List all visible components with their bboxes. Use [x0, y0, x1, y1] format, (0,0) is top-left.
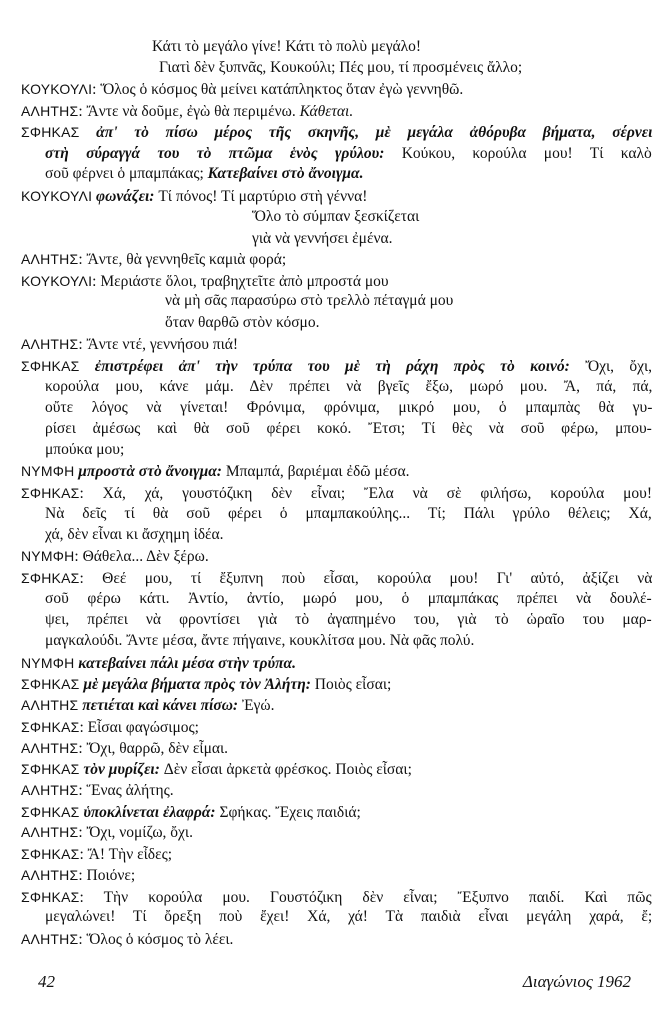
stage-direction: φωνάζει: — [92, 188, 159, 205]
text-line — [21, 187, 367, 206]
dialogue-text: : Ἄντε νὰ δοῦμε, ἐγὼ θὰ περιμένω. — [78, 103, 300, 120]
dialogue-text: μπούκα μου; — [45, 441, 125, 458]
dialogue-text: : Ἄντε ντέ, γεννήσου πιά! — [78, 336, 239, 353]
dialogue-text: μαγκαλούδι. Ἄντε μέσα, ἄντε πήγαινε, κουκλίτσα μου. Νὰ φᾶς πολύ. — [45, 632, 475, 649]
text-line — [45, 505, 652, 523]
speaker-name: ΣΦΗΚΑΣ — [21, 676, 80, 692]
text-line — [45, 908, 652, 926]
text-line — [21, 739, 228, 758]
dialogue-text: : Χά, χά, γουστόζικη δὲν εἶναι; Ἔλα νὰ σὲ φιλήσω, κορούλα μου! — [79, 485, 653, 502]
speaker-name: ΑΛΗΤΗΣ — [21, 931, 79, 947]
text-line — [45, 420, 652, 438]
dialogue-text: Μπαμπά, βαριέμαι ἐδῶ μέσα. — [225, 463, 410, 480]
dialogue-text: Ὅλο τὸ σύμπαν ξεσκίζεται — [252, 208, 420, 225]
dialogue-text: Σφήκας. Ἔχεις παιδιά; — [219, 804, 361, 821]
text-line — [21, 888, 652, 907]
dialogue-text: Τί πόνος! Τί μαρτύριο στὴ γέννα! — [158, 188, 368, 205]
text-line — [45, 632, 474, 650]
text-line — [21, 930, 233, 949]
speaker-name: ΚΟΥΚΟΥΛΙ — [21, 188, 93, 204]
dialogue-text: : Εἶσαι φαγώσιμος; — [79, 719, 199, 736]
dialogue-text: Ὄχι, ὄχι, — [585, 358, 653, 375]
text-line — [45, 611, 652, 629]
text-line — [21, 102, 353, 121]
dialogue-text: ψει, πρέπει νὰ φροντίσει γιὰ τὸ ἀγαπημένο του, γιὰ τὸ ὡραῖο του μαρ- — [45, 611, 652, 628]
speaker-name: ΝΥΜΦΗ — [21, 463, 75, 479]
speaker-name: ΣΦΗΚΑΣ — [21, 358, 80, 374]
speaker-name: ΑΛΗΤΗΣ — [21, 251, 79, 267]
dialogue-text: : Ὅλος ὁ κόσμος τὸ λέει. — [78, 931, 234, 948]
dialogue-text: : Μεριάστε ὅλοι, τραβηχτεῖτε ἀπὸ μπροστά μου — [92, 273, 389, 290]
speaker-name: ΣΦΗΚΑΣ — [21, 570, 80, 586]
text-line — [45, 441, 124, 459]
text-line — [21, 823, 193, 842]
dialogue-text: σοῦ φέρνει ὁ μπαμπάκας; — [45, 165, 208, 182]
text-line — [165, 292, 453, 310]
speaker-name: ΝΥΜΦΗ — [21, 548, 75, 564]
text-line — [45, 526, 224, 544]
dialogue-text: : Ἕνας ἀλήτης. — [78, 782, 174, 799]
stage-direction: Κάθεται. — [299, 103, 354, 120]
dialogue-text: Νὰ δεῖς τί θὰ σοῦ φέρει ὁ μπαμπακούλης... Τί; Πάλι γρύλο θέλεις; Χά, — [45, 505, 652, 522]
dialogue-text: : Ἄ! Τὴν εἶδες; — [79, 846, 173, 863]
text-line — [159, 59, 522, 77]
text-line — [21, 123, 652, 142]
speaker-name: ΑΛΗΤΗΣ — [21, 782, 79, 798]
dialogue-text: νὰ μὴ σᾶς παρασύρω στὸ τρελλὸ πέταγμά μου — [165, 292, 454, 309]
speaker-name: ΑΛΗΤΗΣ — [21, 103, 79, 119]
stage-direction: τὸν μυρίζει: — [79, 761, 164, 778]
dialogue-text: : Ποιόνε; — [78, 867, 136, 884]
text-line — [21, 272, 389, 291]
stage-direction: στὴ σύραγγά του τὸ πτῶμα ἑνὸς γρύλου: — [45, 145, 402, 162]
dialogue-text: : Θεέ μου, τί ἔξυπνη ποὺ εἶσαι, κορούλα μου! Γι' αὐτό, ἀξίζει νὰ — [79, 570, 653, 587]
speaker-name: ΣΦΗΚΑΣ — [21, 804, 80, 820]
dialogue-text: μεγαλώνει! Τί ὄρεξη ποὺ ἔχει! Χά, χά! Τὰ παιδιὰ εἶναι μεγάλη χαρά, ἔ; — [45, 908, 653, 925]
text-line — [21, 760, 412, 779]
speaker-name: ΝΥΜΦΗ — [21, 655, 75, 671]
dialogue-text: χά, δὲν εἶναι κι ἄσχημη ἰδέα. — [45, 526, 224, 543]
speaker-name: ΣΦΗΚΑΣ — [21, 846, 80, 862]
stage-direction: ὑποκλίνεται ἐλαφρά: — [79, 804, 220, 821]
dialogue-text: σοῦ φέρω κάτι. Ἀντίο, ἀντίο, μωρό μου, ὁ μπαμπάκας πρέπει νὰ δουλέ- — [45, 590, 652, 607]
stage-direction: μπροστὰ στὸ ἄνοιγμα: — [74, 463, 226, 480]
dialogue-text: γιὰ νὰ γεννήσει ἐμένα. — [252, 230, 393, 247]
stage-direction: Κατεβαίνει στὸ ἄνοιγμα. — [207, 165, 364, 182]
speaker-name: ΣΦΗΚΑΣ — [21, 485, 80, 501]
text-line — [45, 590, 652, 608]
text-line — [45, 145, 652, 163]
stage-direction: πετιέται καὶ κάνει πίσω: — [78, 697, 242, 714]
text-line — [45, 399, 652, 417]
speaker-name: ΑΛΗΤΗΣ — [21, 867, 79, 883]
speaker-name: ΑΛΗΤΗΣ — [21, 336, 79, 352]
dialogue-text: Ποιὸς εἶσαι; — [314, 676, 392, 693]
text-line — [21, 462, 410, 481]
text-line — [21, 803, 361, 822]
text-line — [21, 357, 652, 376]
text-line — [45, 378, 652, 396]
text-line — [21, 781, 174, 800]
speaker-name: ΣΦΗΚΑΣ — [21, 761, 80, 777]
text-line — [21, 866, 135, 885]
dialogue-text: Γιατὶ δὲν ξυπνᾶς, Κουκούλι; Πές μου, τί προσμένεις ἄλλο; — [159, 59, 523, 76]
speaker-name: ΣΦΗΚΑΣ — [21, 124, 80, 140]
speaker-name: ΑΛΗΤΗΣ — [21, 740, 79, 756]
dialogue-text: : Τὴν κορούλα μου. Γουστόζικη δὲν εἶναι; Ἔξυπνο παιδί. Καὶ πῶς — [79, 889, 652, 906]
dialogue-text: κορούλα μου, κάνε μάμ. Δὲν πρέπει νὰ βγεῖς ἔξω, μωρό μου. Ἄ, πά, πά, — [45, 378, 653, 395]
dialogue-text: : Ἄντε, θὰ γεννηθεῖς καμιὰ φορά; — [78, 251, 287, 268]
dialogue-text: οὔτε λόγος νὰ γίνεται! Φρόνιμα, φρόνιμα, μικρό μου, ὁ μπαμπὰς θὰ γυ- — [45, 399, 653, 416]
dialogue-text: : Ὅλος ὁ κόσμος θὰ μείνει κατάπληκτος ὅταν ἐγὼ γεννηθῶ. — [92, 81, 464, 98]
text-line — [21, 718, 199, 737]
text-line — [21, 569, 652, 588]
stage-direction: ἐπιστρέφει ἀπ' τὴν τρύπα του μὲ τὴ ράχη πρὸς τὸ κοινό: — [79, 358, 586, 375]
text-line — [21, 675, 391, 694]
text-line — [21, 696, 274, 715]
text-line — [21, 250, 286, 269]
speaker-name: ΣΦΗΚΑΣ — [21, 889, 80, 905]
text-line — [21, 335, 238, 354]
text-line — [45, 165, 363, 183]
dialogue-text: Κούκου, κορούλα μου! Τί καλὸ — [401, 145, 652, 162]
dialogue-text: : Θάθελα... Δὲν ξέρω. — [74, 548, 209, 565]
issue-label: Διαγώνιος 1962 — [522, 972, 631, 991]
speaker-name: ΚΟΥΚΟΥΛΙ — [21, 81, 93, 97]
dialogue-text: Κάτι τὸ μεγάλο γίνε! Κάτι τὸ πολὺ μεγάλο! — [152, 38, 422, 55]
dialogue-text: Ἐγώ. — [241, 697, 275, 714]
page-number: 42 — [38, 972, 55, 991]
speaker-name: ΑΛΗΤΗΣ — [21, 697, 79, 713]
text-line — [21, 654, 296, 673]
text-line — [21, 547, 209, 566]
stage-direction: μὲ μεγάλα βήματα πρὸς τὸν Ἀλήτη: — [79, 676, 315, 693]
text-line — [252, 230, 392, 248]
text-line — [252, 208, 419, 226]
dialogue-text: : Ὄχι, θαρρῶ, δὲν εἶμαι. — [78, 740, 229, 757]
speaker-name: ΣΦΗΚΑΣ — [21, 719, 80, 735]
dialogue-text: ρίσει ἀμέσως καὶ θὰ σοῦ φέρει κοκό. Ἔτσι; Τί θὲς νὰ σοῦ φέρω, μπου- — [45, 420, 652, 437]
speaker-name: ΑΛΗΤΗΣ — [21, 824, 79, 840]
dialogue-text: ὅταν θαρθῶ στὸν κόσμο. — [165, 314, 320, 331]
text-line — [165, 314, 320, 332]
text-line — [152, 38, 421, 56]
dialogue-text: Δὲν εἶσαι ἀρκετὰ φρέσκος. Ποιὸς εἶσαι; — [163, 761, 412, 778]
text-line — [21, 484, 652, 503]
speaker-name: ΚΟΥΚΟΥΛΙ — [21, 273, 93, 289]
text-line — [21, 845, 172, 864]
dialogue-text: : Ὄχι, νομίζω, ὄχι. — [78, 824, 193, 841]
text-line — [21, 80, 463, 99]
stage-direction: ἀπ' τὸ πίσω μέρος τῆς σκηνῆς, μὲ μεγάλα ἀθόρυβα βήματα, σέρνει — [79, 124, 653, 141]
stage-direction: κατεβαίνει πάλι μέσα στὴν τρύπα. — [74, 655, 296, 672]
